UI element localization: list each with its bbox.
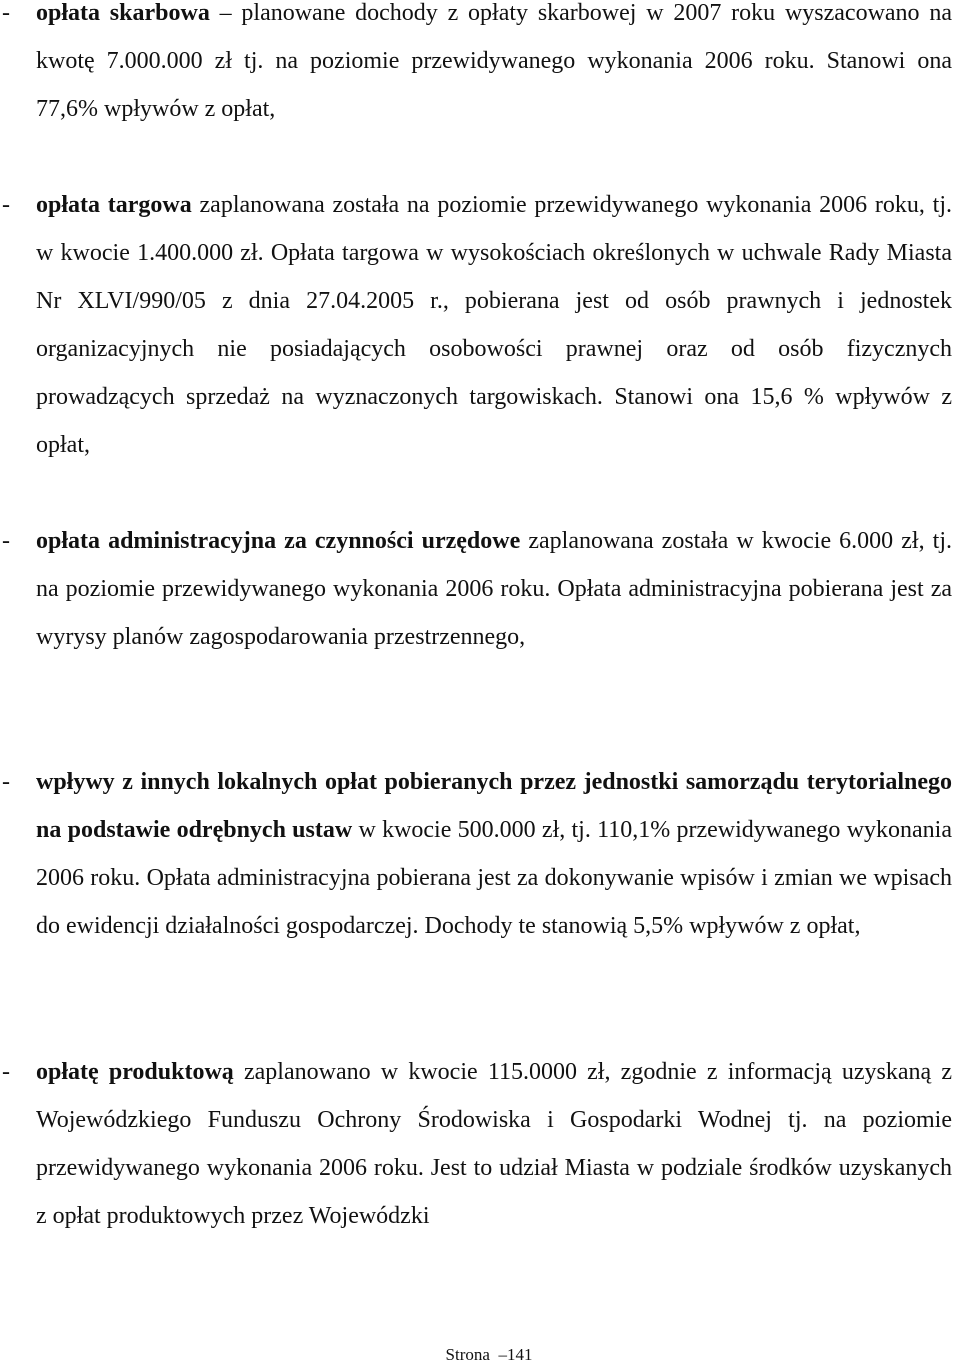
footer-label: Strona: [445, 1345, 490, 1364]
paragraph-text: [36, 517, 952, 661]
bold-term: opłata administracyjna za czynności urzędowe: [36, 528, 521, 554]
list-dash: -: [2, 1059, 10, 1085]
paragraph-body: zaplanowana została w kwocie 6.000 zł, tj. na poziomie przewidywanego wykonania 2006 roku. Opłata administracyjna pobierana jest za wyrysy planów zagospodarowania przestrzennego,: [36, 528, 952, 650]
footer-separator: –: [494, 1345, 507, 1364]
bold-term: opłata targowa: [36, 192, 192, 218]
paragraph-body: – planowane dochody z opłaty skarbowej w 2007 roku wyszacowano na kwotę 7.000.000 zł tj. na poziomie przewidywanego wykonania 2006 roku. Stanowi ona 77,6% wpływów z opłat,: [36, 0, 952, 122]
list-dash: -: [2, 769, 10, 795]
list-item: [0, 181, 960, 469]
list-dash: -: [2, 0, 10, 26]
list-dash: -: [2, 192, 10, 218]
bold-term: wpływy z innych lokalnych opłat pobieranych przez jednostki samorządu terytorialnego na podstawie odrębnych ustaw: [36, 769, 952, 843]
list-dash: -: [2, 528, 10, 554]
list-item: [0, 517, 960, 661]
paragraph-body: zaplanowana została na poziomie przewidywanego wykonania 2006 roku, tj. w kwocie 1.400.000 zł. Opłata targowa w wysokościach określonych w uchwale Rady Miasta Nr XLVI/990/05 z dnia 27.04.2005 r., pobierana jest od osób prawnych i jednostek organizacyjnych nie posiadających osobowości prawnej oraz od osób fizycznych prowadzących sprzedaż na wyznaczonych targowiskach. Stanowi ona 15,6 % wpływów z opłat,: [36, 192, 953, 458]
paragraph-text: [36, 758, 952, 950]
bold-term: opłata skarbowa: [36, 0, 210, 26]
bold-term: opłatę produktową: [36, 1059, 234, 1085]
list-item: [0, 758, 960, 950]
paragraph-body: zaplanowano w kwocie 115.0000 zł, zgodnie z informacją uzyskaną z Wojewódzkiego Funduszu Ochrony Środowiska i Gospodarki Wodnej tj. na poziomie przewidywanego wykonania 2006 roku. Jest to udział Miasta w podziale środków uzyskanych z opłat produktowych przez Wojewódzki: [36, 1059, 952, 1229]
paragraph-text: [36, 1048, 952, 1240]
footer-page-number: 141: [506, 1345, 533, 1364]
paragraph-body: w kwocie 500.000 zł, tj. 110,1% przewidywanego wykonania 2006 roku. Opłata administracyjna pobierana jest za dokonywanie wpisów i zmian we wpisach do ewidencji działalności gospodarczej. Dochody te stanowią 5,5% wpływów z opłat,: [36, 817, 952, 939]
paragraph-text: [36, 181, 952, 469]
paragraph-text: [36, 0, 952, 133]
list-item: [0, 1048, 960, 1240]
list-item: [0, 0, 960, 133]
